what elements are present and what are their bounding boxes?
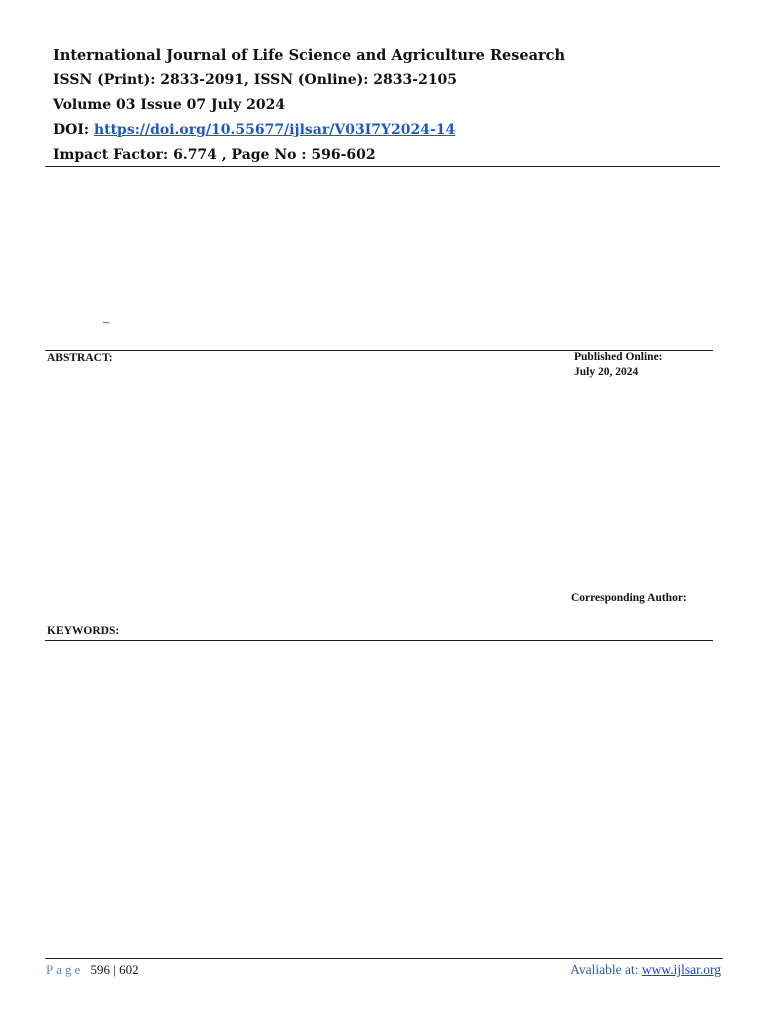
- available-label: Avaliable at:: [570, 962, 639, 977]
- journal-header: [53, 43, 713, 168]
- page-indicator: [46, 962, 139, 978]
- header-divider: [45, 166, 720, 167]
- site-link[interactable]: www.ijlsar.org: [641, 962, 721, 977]
- published-online-date: July 20, 2024: [574, 366, 639, 378]
- abstract-label: ABSTRACT:: [47, 352, 113, 364]
- availability-note: [570, 962, 721, 978]
- doi-line: [53, 118, 713, 143]
- published-online-block: [574, 350, 663, 380]
- page-word: Page: [46, 962, 84, 977]
- dash-mark: –: [103, 314, 110, 329]
- issn-line: ISSN (Print): 2833-2091, ISSN (Online): 2833-2105: [53, 72, 458, 88]
- keywords-label: KEYWORDS:: [47, 625, 120, 637]
- page-number: 596: [90, 962, 111, 977]
- doi-label: DOI:: [53, 122, 90, 138]
- corresponding-author-label: Corresponding Author:: [571, 592, 687, 604]
- footer-divider: [45, 958, 723, 959]
- volume-line: Volume 03 Issue 07 July 2024: [53, 97, 286, 113]
- doi-link[interactable]: https://doi.org/10.55677/ijlsar/V03I7Y2024-14: [93, 122, 456, 138]
- impact-factor-line: Impact Factor: 6.774 , Page No : 596-602: [53, 147, 376, 163]
- keywords-divider: [45, 640, 713, 641]
- page-total: 602: [119, 962, 139, 977]
- published-online-label: Published Online:: [574, 351, 663, 363]
- page-separator: |: [113, 962, 116, 977]
- journal-title: International Journal of Life Science and Agriculture Research: [53, 47, 566, 64]
